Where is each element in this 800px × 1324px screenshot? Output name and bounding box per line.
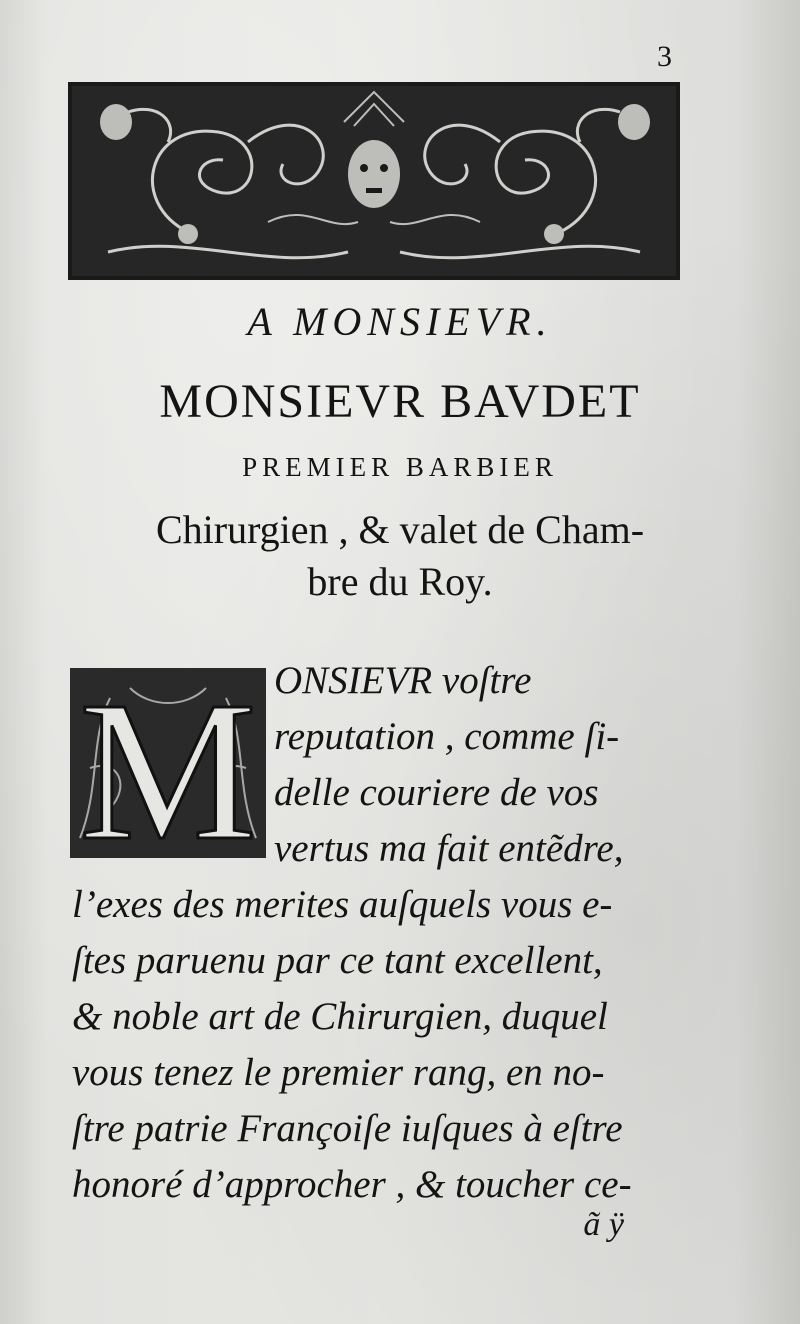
- body-line-4: vertus ma fait entẽdre,: [274, 827, 624, 870]
- catchword-signature: ã ÿ: [583, 1206, 624, 1243]
- body-line-5: l’exes des merites auſquels vous e-: [72, 883, 613, 926]
- dedicatee-title-chirurgien: Chirurgien , & valet de Cham-: [155, 507, 645, 552]
- body-line-6: ſtes paruenu par ce tant excellent,: [72, 939, 603, 982]
- body-line-9: ſtre patrie Françoiſe iuſques à eſtre: [72, 1107, 623, 1150]
- drop-cap-letter: M: [79, 668, 257, 858]
- body-line-7: & noble art de Chirurgien, duquel: [72, 995, 608, 1038]
- body-line-3: delle couriere de vos: [274, 771, 599, 814]
- dedicatee-title-premier-barbier: PREMIER BARBIER: [242, 452, 558, 482]
- dedication-heading-a-monsieur: A MONSIEVR.: [247, 299, 553, 344]
- dedicatee-name: MONSIEVR BAVDET: [159, 375, 641, 428]
- body-line-10: honoré d’approcher , & toucher ce-: [72, 1163, 632, 1206]
- body-line-1: ONSIEVR voſtre: [274, 659, 532, 702]
- decorated-initial-m: [70, 668, 266, 858]
- body-line-2: reputation , comme ſi-: [274, 715, 620, 758]
- dedicatee-title-du-roy: bre du Roy.: [307, 559, 493, 604]
- woodcut-headpiece-ornament: [68, 82, 680, 280]
- page-number: 3: [657, 40, 672, 73]
- body-line-8: vous tenez le premier rang, en no-: [72, 1051, 605, 1094]
